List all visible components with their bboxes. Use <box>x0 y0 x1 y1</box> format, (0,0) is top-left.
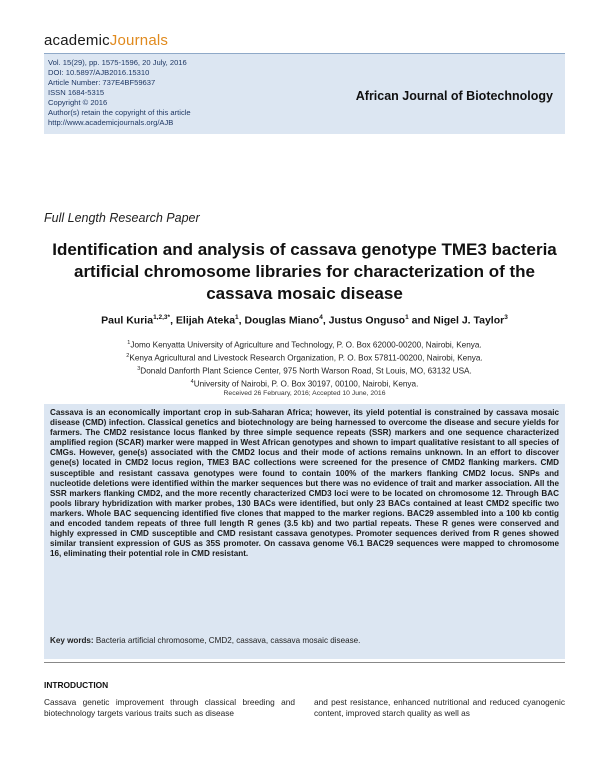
affiliation <box>44 377 565 390</box>
meta-rights: Author(s) retain the copyright of this article <box>48 108 191 117</box>
meta-doi: DOI: 10.5897/AJB2016.15310 <box>48 68 150 77</box>
keywords-label: Key words: <box>50 636 94 645</box>
introduction-column-left: Cassava genetic improvement through classical breeding and biotechnology targets various traits such as disease <box>44 697 295 718</box>
introduction-column-right: and pest resistance, enhanced nutritional and reduced cyanogenic content, improved starch quality as well as <box>314 697 565 718</box>
keywords <box>50 636 360 645</box>
meta-copyright: Copyright © 2016 <box>48 98 108 107</box>
author-list: Paul Kuria$^{1,2,3*}$, Elijah Ateka$^1$, Douglas Miano$^4$, Justus Onguso$^1$ and Nigel J. Taylor$^3$ <box>101 314 508 327</box>
corresponding-mark: * <box>167 314 171 321</box>
meta-url: http://www.academicjournals.org/AJB <box>48 118 174 127</box>
author-name: Justus Onguso <box>328 314 406 327</box>
abstract-box <box>44 404 565 659</box>
logo-part-journals: Journals <box>109 32 169 49</box>
author-affil-sup: 1 <box>405 314 409 321</box>
affiliation <box>44 338 565 351</box>
affiliation <box>44 364 565 377</box>
affiliation-number: 3 <box>137 366 141 373</box>
affiliation-number: 2 <box>126 353 130 360</box>
paper-title: Identification and analysis of cassava genotype TME3 bacteria artificial chromosome libraries for characterization of the cassava mosaic disease <box>52 240 557 303</box>
affiliation-text: University of Nairobi, P. O. Box 30197, 00100, Nairobi, Kenya. <box>193 380 419 390</box>
author-affil-sup: 3 <box>504 314 508 321</box>
author-name: Elijah Ateka <box>175 314 236 327</box>
abstract-text: Cassava is an economically important crop in sub-Saharan Africa; however, its yield potential is constrained by cassava mosaic disease (CMD) infection. Classical genetics and biotechnology are being harnessed to overcome the disease and secure yields for farmers. The CMD2 resistance locus flanked by three simple sequence repeats (SSR) markers and one sequence characterized amplified region (SCAR) marker were mapped in West African genotypes and shown to impart qualitative resistant to all species of CMGs. However, gene(s) associated with the CMD2 locus and their mode of actions remains unknown. In an effort to discover gene(s) located in CMD2 locus region, TME3 BAC collections were screened for the presence of CMD2 flanking markers. CMD susceptible and resistant cassava genotypes were found to contain 100% of the markers flanking CMD2 locus. SNPs and nucleotide deletions were identified within the marker sequences but there was no evidence of trait and marker association. All the SSR markers flanking CMD2, and the more recently characterized CMD3 loci were to be located on chromosome 12. Through BAC pools library hybridization with marker probes, 130 BACs were identified, but only 23 BACs contained at least CMD2 specific two markers. Whole BAC sequencing identified five clones that mapped to the marker regions. BAC29 assembled into a 100 kb contig and encoded tandem repeats of three full length R genes (3.5 kb) and two partial repeats. These R genes were conserved and highly expressed in CMD susceptible and CMD resistant cassava genotypes. Promoter sequences derived from R genes showed similar transient expression of GUS as 35S promoter. On cassava genome V6.1 BAC29 sequences were mapped to chromosome 16, eliminating their potential role in CMD resistant. <box>50 408 559 559</box>
author-affil-sup: 1,2,3 <box>153 314 168 321</box>
keywords-text: Bacteria artificial chromosome, CMD2, cassava, cassava mosaic disease. <box>95 636 361 645</box>
author-name: Douglas Miano <box>244 314 320 327</box>
section-divider <box>44 662 565 663</box>
affiliation-text: Kenya Agricultural and Livestock Research Organization, P. O. Box 57811-00200, Nairobi, Kenya. <box>129 353 483 363</box>
meta-article-number: Article Number: 737E4BF59637 <box>48 78 156 87</box>
introduction-heading: INTRODUCTION <box>44 680 109 690</box>
affiliation-number: 1 <box>127 340 131 346</box>
meta-issn: ISSN 1684-5315 <box>48 88 105 97</box>
meta-volume: Vol. 15(29), pp. 1575-1596, 20 July, 2016 <box>48 58 187 67</box>
publisher-logo <box>44 32 168 49</box>
author-name: Nigel J. Taylor <box>433 314 505 327</box>
affiliation <box>44 351 565 364</box>
affiliation-text: Jomo Kenyatta University of Agriculture and Technology, P. O. Box 62000-00200, Nairobi, Kenya. <box>130 340 482 350</box>
author-name: Paul Kuria <box>101 314 154 327</box>
affiliation-number: 4 <box>190 379 194 386</box>
article-header-box <box>44 53 565 134</box>
article-meta <box>48 58 191 128</box>
logo-part-academic: academic <box>44 32 110 49</box>
author-affil-sup: 4 <box>319 314 323 321</box>
affiliation-text: Donald Danforth Plant Science Center, 975 North Warson Road, St Louis, MO, 63132 USA. <box>140 367 472 377</box>
journal-name: African Journal of Biotechnology <box>355 89 553 103</box>
author-affil-sup: 1 <box>235 314 239 321</box>
affiliations <box>44 338 565 391</box>
received-dates: Received 26 February, 2016; Accepted 10 June, 2016 <box>223 390 386 397</box>
paper-type: Full Length Research Paper <box>44 211 200 225</box>
